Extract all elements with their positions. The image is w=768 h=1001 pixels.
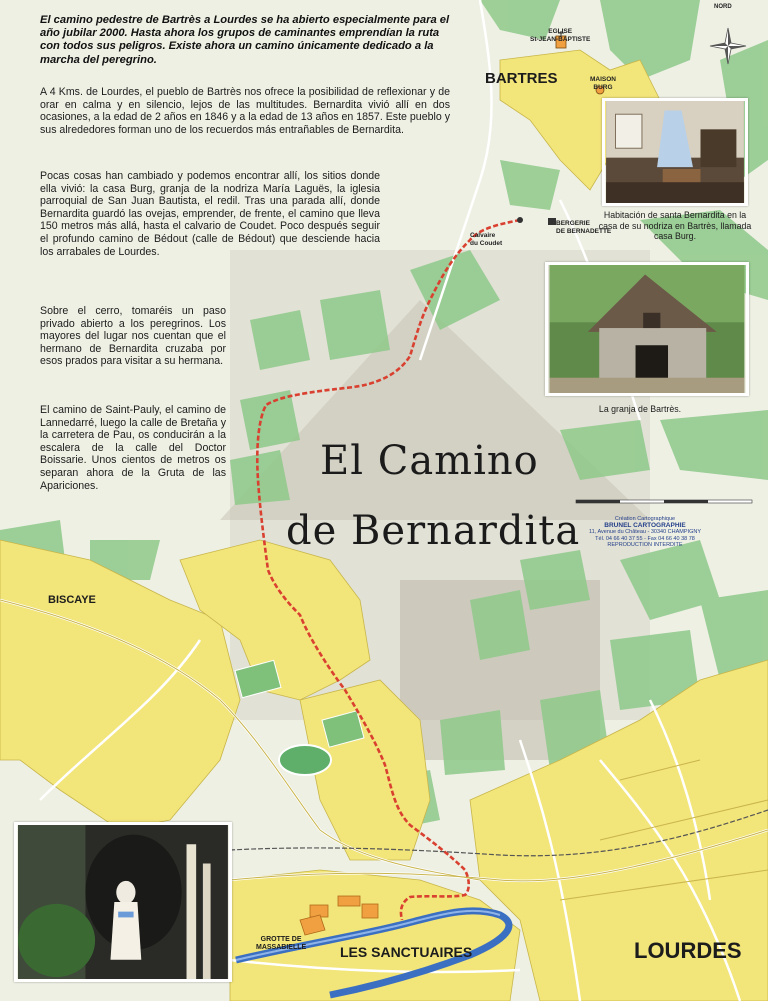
compass-rose-icon [708, 26, 748, 66]
bergerie-line1: BERGERIE [556, 220, 590, 227]
credit-line3: 11, Avenue du Château - 30340 CHAMPIGNY [588, 529, 701, 535]
caption-burg-room: Habitación de santa Bernardita en la casa de su nodriza en Bartrès, llamada casa Burg. [598, 210, 752, 241]
credit-line5: REPRODUCTION INTERDITE [607, 542, 683, 548]
credit-brand: BRUNEL CARTOGRAPHIE [604, 521, 686, 529]
calvaire-line1: Calvaire [470, 232, 496, 239]
photo-bartres-farm [545, 262, 749, 396]
caption-bartres-farm: La granja de Bartrès. [598, 404, 682, 414]
paragraph-places: Pocas cosas han cambiado y podemos encontrar allí, los sitios donde ella vivió: la casa Burg, granja de la nodriza María Laguës, la iglesia parroquial de San Juan Bautista, el redil. Tras una parada allí, donde Bernardita guardó las ovejas, emprender, de frente, el camino que lleva 150 metros más allá, hasta el calvario de Coudet. Poco después seguir el profundo camino de Bédout (calle de Bédout) que desciende hacia los arrabales de Lourdes. [40, 170, 380, 258]
place-label-biscaye: BISCAYE [48, 594, 96, 606]
photo-massabielle-grotto [14, 822, 232, 982]
maison-line1: MAISON [590, 76, 616, 83]
place-label-grotte [256, 936, 306, 952]
eglise-line1: EGLISE [548, 28, 573, 35]
credit-line4: Tél. 04 66 40 37 55 - Fax 04 66 40 38 78 [595, 535, 695, 542]
place-label-bartres: BARTRES [485, 70, 558, 87]
paragraph-route: El camino de Saint-Pauly, el camino de Lannedarré, luego la calle de Bretaña y la carretera de Pau, os conducirán a la escalera de la calle del Doctor Boissarie. Unos cientos de metros os separan ahora de la Gruta de las Apariciones. [40, 404, 226, 492]
photo-burg-room [602, 98, 748, 206]
map-title-line1: El Camino [320, 438, 539, 484]
grotte-label-line1: GROTTE DE [260, 936, 302, 943]
label-maison-burg [590, 76, 616, 91]
label-calvaire [470, 232, 502, 247]
paragraph-bartres: A 4 Kms. de Lourdes, el pueblo de Bartrès nos ofrece la posibilidad de reflexionar y de orar en calma y en silencio, lejos de las multitudes. Bernardita vivió allí en dos ocasiones, a la edad de 2 años en 1846 y a la edad de 13 años en 1857. Este pueblo y sus alrededores forman uno de los recuerdos más entrañables de Bernardita. [40, 86, 450, 136]
eglise-line2: St-JEAN-BAPTISTE [530, 35, 591, 43]
place-label-sanctuaires: LES SANCTUAIRES [340, 944, 473, 960]
map-title-line2: de Bernardita [286, 508, 581, 554]
credit-line1: Création Cartographique [614, 516, 676, 522]
paragraph-hill: Sobre el cerro, tomaréis un paso privado abierto a los peregrinos. Los mayores del lugar nos cuentan que el hermano de Bernardita cruzaba por esos prados para visitar a su hermana. [40, 305, 226, 368]
grotte-label-line2: MASSABIELLE [256, 944, 307, 951]
label-eglise [530, 28, 590, 43]
intro-text: El camino pedestre de Bartrès a Lourdes se ha abierto especialmente para el año jubilar 2000. Hasta ahora los grupos de caminantes emprendían la ruta con todos sus peligros. Existe ahora un camino únicamente dedicado a la marcha del peregrino. [40, 14, 450, 66]
place-label-lourdes: LOURDES [634, 938, 742, 963]
label-nord: NORD [714, 4, 732, 10]
bergerie-line2: DE BERNADETTE [556, 227, 612, 235]
cartography-credit [585, 516, 705, 549]
calvaire-line2: du Coudet [470, 239, 503, 247]
maison-line2: BURG [593, 83, 613, 91]
label-bergerie [556, 220, 611, 235]
scale-bar [574, 492, 756, 510]
